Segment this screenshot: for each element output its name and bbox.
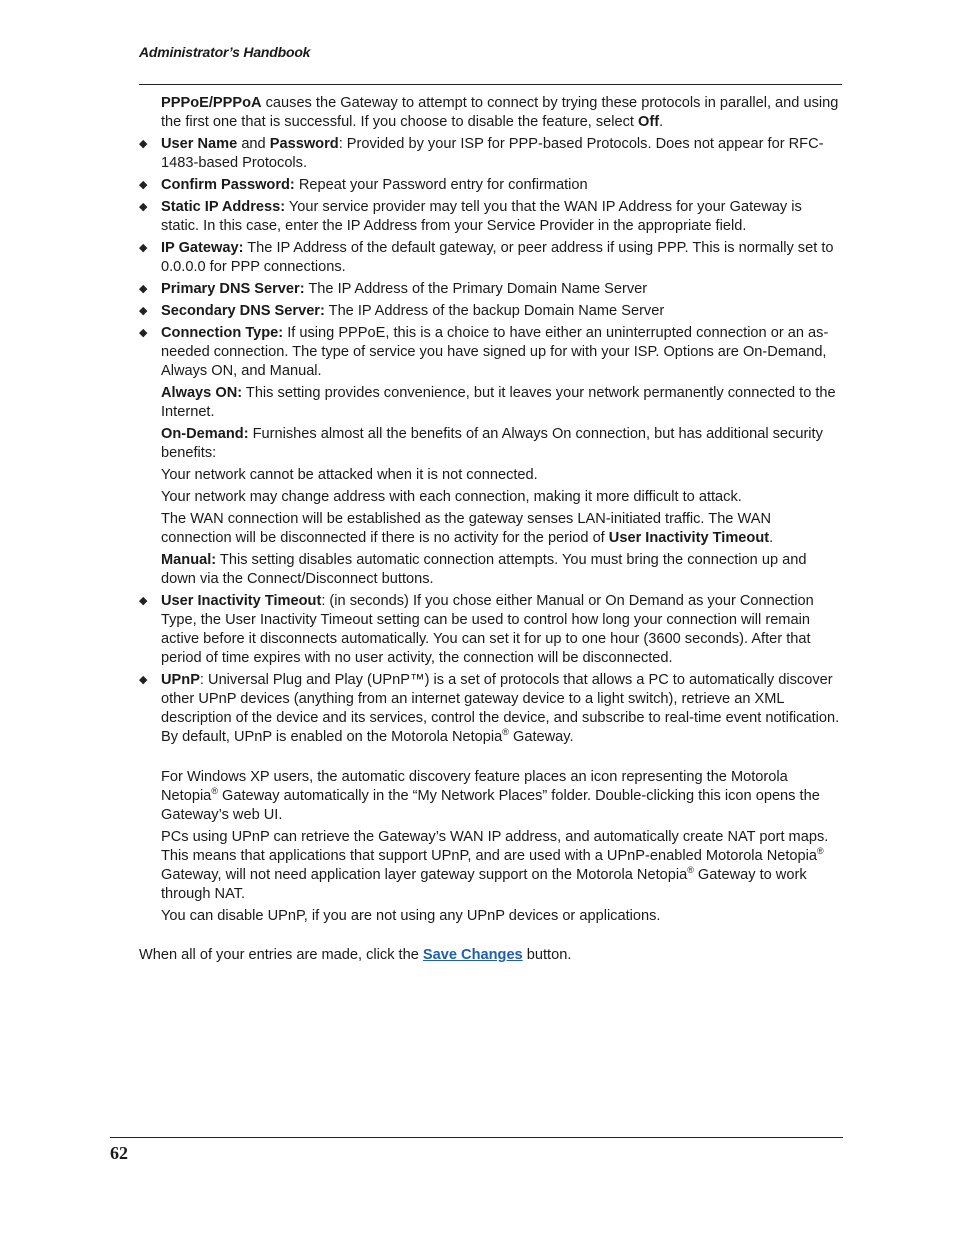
- on-demand-benefit-3: [161, 510, 843, 548]
- item-text: [161, 592, 843, 668]
- diamond-bullet-icon: ◆: [139, 595, 148, 607]
- registered-mark: ®: [502, 727, 509, 737]
- diamond-bullet-icon: ◆: [139, 305, 148, 317]
- text: .: [769, 530, 774, 546]
- term-password: Password: [269, 136, 339, 152]
- item-text: [161, 671, 843, 747]
- on-demand-paragraph: [161, 425, 843, 463]
- item-text: [161, 198, 843, 236]
- upnp-nat-paragraph: [161, 828, 843, 904]
- text: : Universal Plug and Play (UPnP™) is a set of protocols that allows a PC to automatically discover other UPnP devices (anything from an internet gateway device to a light switch), retrieve an XML description of the device and its services, control the device, and subscribe to real-time event notification. By default, UPnP is enabled on the Motorola Netopia: [161, 672, 840, 745]
- term-user-name: User Name: [161, 136, 238, 152]
- term: Static IP Address:: [161, 199, 286, 215]
- text: Gateway.: [508, 729, 574, 745]
- text: Your service provider may tell you that the WAN IP Address for your Gateway is static. In this case, enter the IP Address from your Service Provider in the appropriate field.: [161, 199, 802, 234]
- list-item-inactivity-timeout: [139, 592, 843, 668]
- text: When all of your entries are made, click the: [139, 947, 423, 963]
- term: Secondary DNS Server:: [161, 303, 325, 319]
- text: The IP Address of the backup Domain Name Server: [324, 303, 665, 319]
- item-text: [161, 280, 843, 299]
- list-item-static-ip: [139, 198, 843, 236]
- term: UPnP: [161, 672, 200, 688]
- text: The IP Address of the default gateway, or peer address if using PPP. This is normally set to 0.0.0.0 for PPP connections.: [161, 240, 834, 275]
- intro-paragraph: [161, 94, 843, 132]
- running-header: Administrator’s Handbook: [139, 44, 311, 60]
- text: The WAN connection will be established as the gateway senses LAN-initiated traffic. The WAN connection will be disconnected if there is no activity for the period of: [161, 511, 771, 546]
- text: button.: [522, 947, 572, 963]
- term: Connection Type:: [161, 325, 284, 341]
- list-item-ip-gateway: [139, 239, 843, 277]
- save-changes-link[interactable]: Save Changes: [422, 947, 523, 963]
- registered-mark: ®: [211, 786, 218, 796]
- diamond-bullet-icon: ◆: [139, 242, 148, 254]
- text: Gateway to work through NAT.: [161, 867, 807, 902]
- diamond-bullet-icon: ◆: [139, 674, 148, 686]
- text: For Windows XP users, the automatic discovery feature places an icon representing the Motorola Netopia: [161, 769, 788, 804]
- text: and: [237, 136, 270, 152]
- list-item-confirm-password: [139, 176, 843, 195]
- text: This setting provides convenience, but it leaves your network permanently connected to the Internet.: [161, 385, 836, 420]
- list-item-upnp: [139, 671, 843, 747]
- upnp-disable-paragraph: You can disable UPnP, if you are not using any UPnP devices or applications.: [161, 908, 661, 924]
- term: Primary DNS Server:: [161, 281, 305, 297]
- footer-rule: [110, 1137, 843, 1138]
- save-instruction: [139, 946, 843, 965]
- page-content: [139, 94, 843, 965]
- header-rule: [139, 84, 842, 85]
- on-demand-benefit-2: Your network may change address with each connection, making it more difficult to attack.: [161, 489, 742, 505]
- always-on-paragraph: [161, 384, 843, 422]
- list-item-connection-type: [139, 324, 843, 381]
- text: If using PPPoE, this is a choice to have either an uninterrupted connection or an as-needed connection. The type of service you have signed up for with your ISP. Options are On-Demand, Always ON, and Manual.: [161, 325, 829, 379]
- text: : (in seconds) If you chose either Manual or On Demand as your Connection Type, the User Inactivity Timeout setting can be used to control how long your connection will remain active before it disconnects automatically. You can set it for up to one hour (3600 seconds). After that period of time expires with no user activity, the connection will be disconnected.: [161, 593, 814, 666]
- diamond-bullet-icon: ◆: [139, 138, 148, 150]
- text: Gateway automatically in the “My Network Places” folder. Double-clicking this icon opens the Gateway’s web UI.: [161, 788, 820, 823]
- diamond-bullet-icon: ◆: [139, 179, 148, 191]
- term: IP Gateway:: [161, 240, 244, 256]
- term-off: Off: [638, 114, 660, 130]
- term-pppoe: PPPoE/PPPoA: [161, 95, 262, 111]
- text: Furnishes almost all the benefits of an Always On connection, but has additional security benefits:: [161, 426, 823, 461]
- page-number: 62: [110, 1143, 128, 1163]
- text: The IP Address of the Primary Domain Name Server: [304, 281, 648, 297]
- registered-mark: ®: [687, 865, 694, 875]
- item-text: [161, 176, 843, 195]
- spacer: [139, 750, 843, 768]
- term: On-Demand:: [161, 426, 249, 442]
- registered-mark: ®: [817, 846, 824, 856]
- text: Gateway, will not need application layer gateway support on the Motorola Netopia: [161, 867, 688, 883]
- list-item-username: [139, 135, 843, 173]
- on-demand-benefit-1: Your network cannot be attacked when it is not connected.: [161, 467, 538, 483]
- text: : Provided by your ISP for PPP-based Protocols. Does not appear for RFC-1483-based Protocols.: [161, 136, 824, 171]
- term: User Inactivity Timeout: [161, 593, 322, 609]
- text: PCs using UPnP can retrieve the Gateway’s WAN IP address, and automatically create NAT port maps. This means that applications that support UPnP, and are used with a UPnP-enabled Motorola Netopia: [161, 829, 829, 864]
- intro-text-end: .: [659, 114, 664, 130]
- term: Manual:: [161, 552, 217, 568]
- intro-text: causes the Gateway to attempt to connect by trying these protocols in parallel, and using the first one that is successful. If you choose to disable the feature, select: [161, 95, 839, 130]
- term: User Inactivity Timeout: [608, 530, 770, 546]
- item-text: [161, 324, 843, 381]
- term: Confirm Password:: [161, 177, 295, 193]
- text: This setting disables automatic connection attempts. You must bring the connection up and down via the Connect/Disconnect buttons.: [161, 552, 807, 587]
- item-text: [161, 135, 843, 173]
- term: Always ON:: [161, 385, 243, 401]
- manual-paragraph: [161, 551, 843, 589]
- diamond-bullet-icon: ◆: [139, 283, 148, 295]
- text: Repeat your Password entry for confirmation: [294, 177, 588, 193]
- list-item-primary-dns: [139, 280, 843, 299]
- diamond-bullet-icon: ◆: [139, 327, 148, 339]
- item-text: [161, 302, 843, 321]
- item-text: [161, 239, 843, 277]
- upnp-windows-paragraph: [161, 768, 843, 825]
- list-item-secondary-dns: [139, 302, 843, 321]
- diamond-bullet-icon: ◆: [139, 201, 148, 213]
